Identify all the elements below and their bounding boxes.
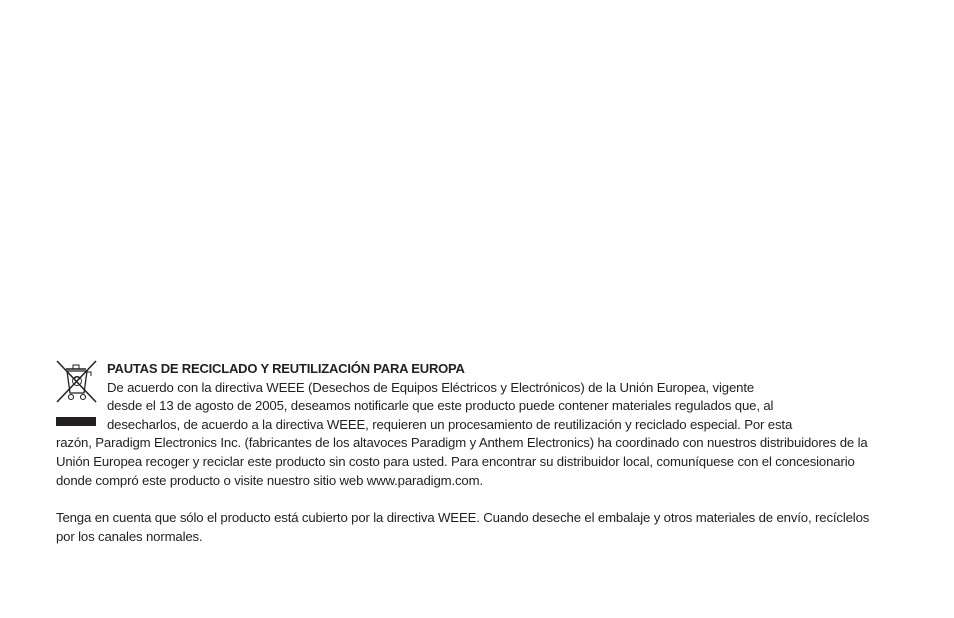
weee-notice — [56, 360, 876, 546]
notice-paragraph-2: Tenga en cuenta que sólo el producto está cubierto por la directiva WEEE. Cuando deseche el embalaje y otros materiales de envío, recíclelos por los canales normales. — [56, 510, 870, 544]
paragraph-1-rest: razón, Paradigm Electronics Inc. (fabricantes de los altavoces Paradigm y Anthem Electronics) ha coordinado con nuestros distribuidores de la Unión Europea recoger y reciclar este producto sin costo para usted. Para encontrar su distribuidor local, comuníquese con el concesionario donde compró este producto o visite nuestro sitio web www.paradigm.com. — [56, 435, 868, 488]
crossed-out-wheelie-bin-icon — [56, 360, 98, 428]
notice-heading: PAUTAS DE RECICLADO Y REUTILIZACIÓN PARA EUROPA — [107, 361, 465, 376]
notice-paragraph-1 — [56, 379, 876, 491]
paragraph-1-line-2: desde el 13 de agosto de 2005, deseamos notificarle que este producto puede contener materiales regulados que, al — [107, 398, 774, 414]
paragraph-1-line-1: De acuerdo con la directiva WEEE (Desechos de Equipos Eléctricos y Electrónicos) de la Unión Europea, vigente — [107, 379, 755, 395]
notice-text — [56, 360, 876, 546]
paragraph-1-line-3: desecharlos, de acuerdo a la directiva WEEE, requieren un procesamiento de reutilización y reciclado especial. Por esta — [107, 416, 793, 432]
